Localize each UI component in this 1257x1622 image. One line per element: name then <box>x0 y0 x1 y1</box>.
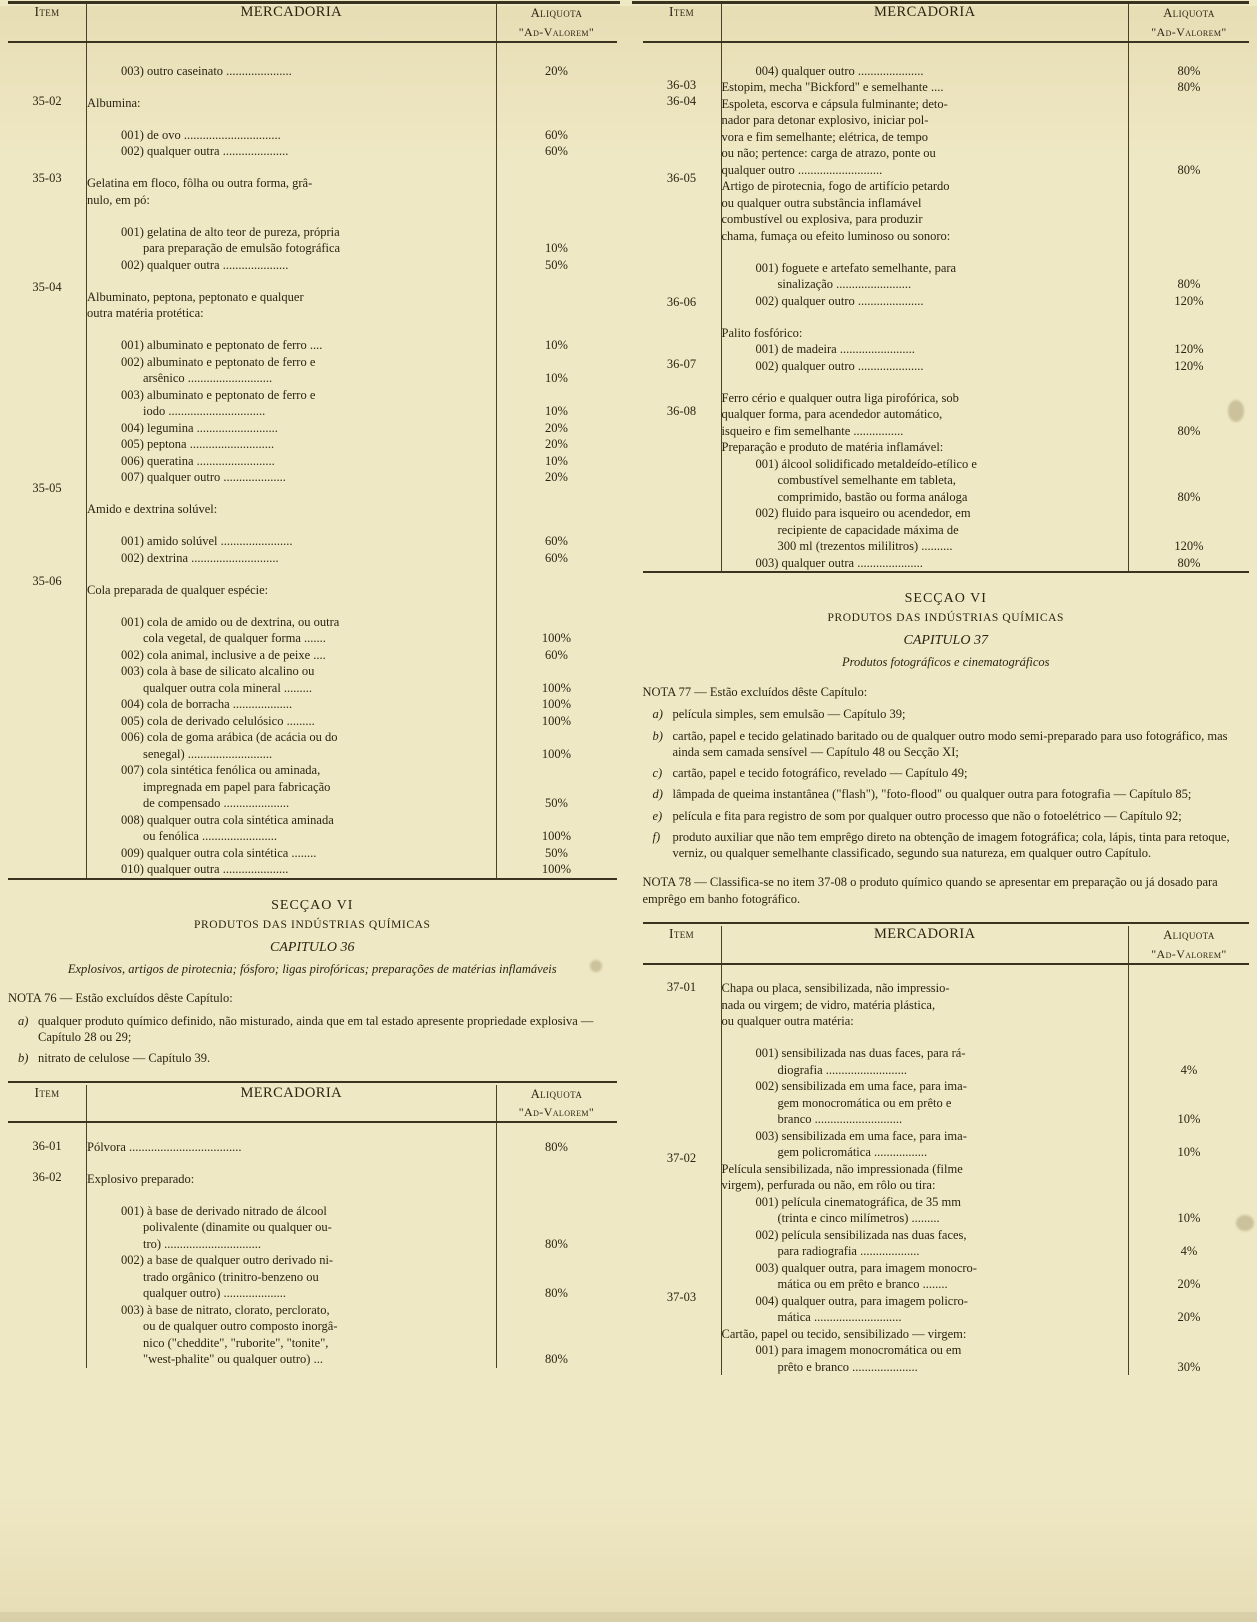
goods-line: combustível ou explosiva, para produzir <box>721 212 923 227</box>
goods-line: gem policromática ................. <box>777 1145 928 1160</box>
capitulo-title: CAPITULO 37 <box>903 633 988 649</box>
item-code: 37-03 <box>666 1290 697 1305</box>
goods-line: qualquer outro ........................... <box>721 162 883 177</box>
nota-76 <box>8 990 617 1067</box>
nota-item <box>8 1050 617 1066</box>
rate-value: 100% <box>541 697 572 712</box>
goods-line: Estopim, mecha "Bickford" e semelhante .... <box>721 80 944 95</box>
secao-subtitle: PRODUTOS DAS INDÚSTRIAS QUÍMICAS <box>827 612 1065 625</box>
table-bottom-rule-row <box>8 879 617 882</box>
goods-line: 001) álcool solidificado metaldeído-etílico e <box>755 456 977 471</box>
goods-line: Cartão, papel ou tecido, sensibilizado — virgem: <box>721 1326 967 1341</box>
rate-value: 50% <box>545 257 568 272</box>
rate-value: 120% <box>1174 293 1204 308</box>
rate-value: 10% <box>545 371 568 386</box>
rate-cell <box>1129 964 1250 1376</box>
goods-line: 007) cola sintética fenólica ou aminada, <box>121 763 321 778</box>
goods-line: Albuminato, peptona, peptonato e qualquer <box>87 289 304 304</box>
header-mercadoria: MERCADORIA <box>87 4 497 42</box>
rate-value: 120% <box>1174 539 1204 554</box>
rate-value: 10% <box>1177 1211 1201 1226</box>
header-item: Item <box>8 1085 87 1123</box>
goods-line: Artigo de pirotecnia, fogo de artifício petardo <box>721 179 950 194</box>
goods-line: 002) dextrina ............................ <box>121 550 279 565</box>
rate-value: 80% <box>1177 555 1201 570</box>
goods-line: Cola preparada de qualquer espécie: <box>87 582 269 597</box>
goods-line: Pólvora .................................... <box>87 1139 242 1154</box>
goods-line: cola vegetal, de qualquer forma ....... <box>143 631 326 646</box>
goods-line: 005) peptona ........................... <box>121 437 275 452</box>
item-codes-cell <box>643 964 722 1376</box>
goods-lines <box>87 43 496 878</box>
goods-line: mática ............................ <box>777 1310 902 1325</box>
nota-item <box>643 706 1250 722</box>
rate-value: 50% <box>545 796 568 811</box>
goods-line: combustível semelhante em tableta, <box>777 473 956 488</box>
goods-line: 001) albuminato e peptonato de ferro .... <box>121 338 323 353</box>
header-aliquota <box>496 4 617 42</box>
table-header-row <box>643 926 1250 964</box>
goods-line: 003) qualquer outra ..................... <box>755 555 923 570</box>
table-header-row <box>8 4 617 42</box>
rate-value: 20% <box>1177 1310 1201 1325</box>
rate-value: 50% <box>545 845 568 860</box>
header-aliquota <box>1129 926 1250 964</box>
item-code: 37-02 <box>666 1150 697 1165</box>
goods-line: 001) à base de derivado nitrado de álcool <box>121 1203 327 1218</box>
nota-item-text: cartão, papel e tecido gelatinado baritado ou de qualquer outro modo semi-preparado para uso fotográfico, mas ainda sem camada sensível — Capítulo 48 ou Secção XI; <box>672 728 1228 759</box>
goods-line: prêto e branco ..................... <box>777 1359 918 1374</box>
rate-lines <box>497 1123 617 1368</box>
rate-cell <box>1129 42 1250 573</box>
rate-value: 100% <box>541 680 572 695</box>
secao-title: SECÇAO VI <box>271 897 354 913</box>
goods-line: senegal) ........................... <box>143 746 273 761</box>
nota-item-marker: a) <box>18 1013 29 1028</box>
goods-line: 009) qualquer outra cola sintética ........ <box>121 845 317 860</box>
nota-item <box>643 786 1250 802</box>
header-mercadoria: MERCADORIA <box>721 4 1129 42</box>
header-aliquota-line2: "Ad-Valorem" <box>518 1105 595 1120</box>
nota-text: — Estão excluídos dêste Capítulo: <box>59 991 233 1005</box>
goods-line: 002) fluido para isqueiro ou acendedor, em <box>755 506 971 521</box>
goods-line: mática ou em prêto e branco ........ <box>777 1277 948 1292</box>
nota-label: NOTA 77 <box>642 684 692 699</box>
rate-value: 10% <box>545 338 568 353</box>
rate-value: 80% <box>1177 489 1201 504</box>
capitulo-title: CAPITULO 36 <box>270 939 355 955</box>
nota-item <box>643 728 1250 761</box>
goods-line: diografia .......................... <box>777 1062 907 1077</box>
rate-lines <box>1129 965 1249 1376</box>
rate-value: 120% <box>1174 342 1204 357</box>
header-aliquota-line1: Aliquota <box>1163 6 1215 20</box>
nota-item-list <box>8 1013 617 1067</box>
goods-cell <box>721 964 1129 1376</box>
right-column <box>629 0 1257 1622</box>
secao-title: SECÇAO VI <box>904 591 987 607</box>
nota-77 <box>643 684 1250 862</box>
item-code: 35-02 <box>32 93 62 108</box>
nota-text: — Classifica-se no item 37-08 o produto químico quando se apresentar em preparação ou já dosado para emprêgo em banho fotográfico. <box>642 875 1218 907</box>
header-mercadoria: MERCADORIA <box>87 1085 497 1123</box>
goods-line: virgem), perfurada ou não, em rôlo ou tira: <box>721 1178 936 1193</box>
nota-item-text: película simples, sem emulsão — Capítulo 39; <box>672 707 906 722</box>
goods-line: comprimido, bastão ou forma análoga <box>777 489 968 504</box>
rate-value: 30% <box>1177 1359 1201 1374</box>
rate-value: 80% <box>545 1286 568 1301</box>
item-code: 35-04 <box>32 279 62 294</box>
goods-line: isqueiro e fim semelhante ................ <box>721 423 904 438</box>
goods-line: outra matéria protética: <box>87 306 204 321</box>
rate-value: 80% <box>1177 277 1201 292</box>
rate-value: 20% <box>545 470 568 485</box>
rate-value: 120% <box>1174 358 1204 373</box>
item-code: 36-02 <box>32 1169 62 1184</box>
goods-line: qualquer outra cola mineral ......... <box>143 680 313 695</box>
goods-cell <box>721 42 1129 573</box>
goods-line: 300 ml (trezentos mililitros) .......... <box>777 539 953 554</box>
goods-line: 005) cola de derivado celulósico ......... <box>121 713 315 728</box>
goods-cell <box>87 1122 497 1368</box>
header-item: Item <box>643 926 722 964</box>
table-body-row <box>643 42 1250 573</box>
goods-line: (trinta e cinco milímetros) ......... <box>777 1211 940 1226</box>
rate-value: 80% <box>1177 80 1201 95</box>
rate-value: 10% <box>1177 1112 1201 1127</box>
nota-item-marker: a) <box>652 707 663 722</box>
capitulo-description: Produtos fotográficos e cinematográficos <box>841 655 1050 670</box>
nota-item-marker: d) <box>652 787 663 802</box>
goods-line: nico ("cheddite", "ruborite", "tonite", <box>143 1335 329 1350</box>
scan-smudge <box>590 960 602 972</box>
rate-lines <box>497 43 617 878</box>
rate-cell <box>496 1122 617 1368</box>
goods-line: sinalização ........................ <box>777 277 912 292</box>
header-aliquota-line1: Aliquota <box>1163 928 1215 943</box>
item-code: 36-06 <box>666 295 697 310</box>
nota-label: NOTA 78 <box>642 875 692 890</box>
goods-line: 004) qualquer outro ..................... <box>755 63 924 78</box>
rate-value: 60% <box>545 144 568 159</box>
goods-line: recipiente de capacidade máxima de <box>777 522 959 537</box>
goods-line: Explosivo preparado: <box>87 1171 195 1186</box>
nota-item-text: nitrato de celulose — Capítulo 39. <box>38 1051 211 1066</box>
tariff-table-37 <box>643 922 1250 1375</box>
goods-line: ou de qualquer outro composto inorgâ- <box>143 1319 338 1334</box>
goods-line: 002) qualquer outra ..................... <box>121 257 289 272</box>
header-aliquota-line1: Aliquota <box>530 1086 583 1101</box>
nota-item <box>643 808 1250 824</box>
table-bottom-rule-row <box>643 572 1250 575</box>
item-codes <box>643 43 721 420</box>
goods-line: vora e fim semelhante; elétrica, de tempo <box>721 129 929 144</box>
header-aliquota <box>496 1085 617 1123</box>
goods-line: Chapa ou placa, sensibilizada, não impressio- <box>721 981 950 996</box>
rate-value: 20% <box>545 63 568 78</box>
rate-value: 20% <box>545 420 568 435</box>
scan-smudge <box>1236 1215 1254 1231</box>
header-aliquota <box>1129 4 1250 42</box>
goods-line: 001) cola de amido ou de dextrina, ou outra <box>121 614 340 629</box>
goods-lines <box>87 1123 496 1368</box>
table-body-row <box>8 1122 617 1368</box>
item-code: 37-01 <box>666 980 697 995</box>
nota-item <box>643 829 1250 862</box>
goods-line: 010) qualquer outra ..................... <box>121 862 289 877</box>
goods-line: Amido e dextrina solúvel: <box>87 502 218 517</box>
goods-line: nador para detonar explosivo, iniciar pol- <box>721 113 929 128</box>
goods-cell <box>87 42 497 879</box>
rate-value: 100% <box>541 829 572 844</box>
rate-value: 80% <box>545 1139 568 1154</box>
item-code: 35-03 <box>32 171 62 186</box>
goods-line: 008) qualquer outra cola sintética aminada <box>121 812 334 827</box>
goods-line: 001) amido solúvel ....................... <box>121 534 293 549</box>
nota-item <box>8 1013 617 1046</box>
rate-cell <box>496 42 617 879</box>
goods-line: Palito fosfórico: <box>721 325 803 340</box>
goods-line: para radiografia ................... <box>777 1244 920 1259</box>
goods-line: Espoleta, escorva e cápsula fulminante; deto- <box>721 96 948 111</box>
goods-line: 003) albuminato e peptonato de ferro e <box>121 387 316 402</box>
item-code: 36-08 <box>666 403 697 418</box>
goods-line: 002) albuminato e peptonato de ferro e <box>121 354 316 369</box>
item-code: 36-03 <box>666 78 697 93</box>
rate-value: 60% <box>545 550 568 565</box>
table-header-row <box>8 1085 617 1123</box>
goods-line: para preparação de emulsão fotográfica <box>143 241 341 256</box>
rate-value: 10% <box>1177 1145 1201 1160</box>
goods-line: ou fenólica ........................ <box>143 829 278 844</box>
nota-item-marker: c) <box>652 766 663 781</box>
goods-line: 001) de madeira ........................ <box>755 342 915 357</box>
item-codes-cell <box>8 1122 87 1368</box>
item-code: 35-05 <box>32 481 62 496</box>
rate-value: 100% <box>541 713 572 728</box>
goods-line: branco ............................ <box>777 1112 903 1127</box>
goods-line: 006) cola de goma arábica (de acácia ou do <box>121 730 338 745</box>
goods-line: 002) qualquer outra ..................... <box>121 144 289 159</box>
tariff-table-36-left <box>8 1081 617 1368</box>
goods-line: 003) à base de nitrato, clorato, perclorato, <box>121 1302 330 1317</box>
nota-item-marker: e) <box>652 808 663 823</box>
rate-value: 10% <box>545 241 568 256</box>
rate-lines <box>1129 43 1249 572</box>
goods-line: 002) qualquer outro ..................... <box>755 293 924 308</box>
rate-value: 10% <box>545 453 568 468</box>
nota-item-marker: b) <box>652 728 663 743</box>
header-item: Item <box>643 4 722 42</box>
goods-line: Película sensibilizada, não impressionada (filme <box>721 1161 963 1176</box>
item-codes <box>643 965 721 1306</box>
rate-value: 80% <box>545 1236 568 1251</box>
nota-item-text: cartão, papel e tecido fotográfico, revelado — Capítulo 49; <box>672 766 968 781</box>
goods-line: 007) qualquer outro .................... <box>121 470 286 485</box>
nota-item-text: qualquer produto químico definido, não misturado, ainda que em tal estado apresente propriedade explosiva — Capítulo 28 ou 29; <box>38 1013 594 1045</box>
header-item: Item <box>8 4 87 42</box>
secao-vi-heading-right <box>643 591 1250 670</box>
goods-line: 001) película cinematográfica, de 35 mm <box>755 1194 961 1209</box>
header-aliquota-line2: "Ad-Valorem" <box>1151 946 1227 961</box>
header-mercadoria: MERCADORIA <box>721 926 1129 964</box>
goods-line: polivalente (dinamite ou qualquer ou- <box>143 1220 332 1235</box>
rate-value: 100% <box>541 746 572 761</box>
rate-value: 4% <box>1180 1244 1198 1259</box>
goods-line: ou não; pertence: carga de atrazo, ponte ou <box>721 146 936 161</box>
goods-line: 006) queratina ......................... <box>121 453 275 468</box>
goods-line: gem monocromática ou em prêto e <box>777 1095 952 1110</box>
item-codes-cell <box>8 42 87 879</box>
goods-line: 002) qualquer outro ..................... <box>755 358 924 373</box>
rate-value: 100% <box>541 631 572 646</box>
nota-label: NOTA 76 <box>8 991 57 1005</box>
goods-line: de compensado ..................... <box>143 796 290 811</box>
header-aliquota-line1: Aliquota <box>530 6 583 20</box>
item-code: 36-05 <box>666 171 697 186</box>
goods-line: 003) sensibilizada em uma face, para ima- <box>755 1128 967 1143</box>
goods-line: 002) película sensibilizada nas duas faces, <box>755 1227 967 1242</box>
tariff-table-36-right <box>643 4 1250 575</box>
table-body-row <box>8 42 617 879</box>
item-codes <box>8 1123 86 1185</box>
goods-line: 001) para imagem monocromática ou em <box>755 1343 962 1358</box>
rate-value: 100% <box>541 862 572 877</box>
goods-line: chama, fumaça ou efeito luminoso ou sonoro: <box>721 228 951 243</box>
goods-line: ou qualquer outra matéria: <box>721 1014 854 1029</box>
scan-smudge <box>1228 400 1244 422</box>
goods-line: 003) outro caseinato ..................... <box>121 63 292 78</box>
goods-line: arsênico ........................... <box>143 371 273 386</box>
nota-78 <box>643 874 1250 908</box>
goods-line: 002) cola animal, inclusive a de peixe .... <box>121 647 326 662</box>
rate-value: 80% <box>1177 162 1201 177</box>
goods-line: 002) a base de qualquer outro derivado ni- <box>121 1253 334 1268</box>
item-codes <box>8 43 86 590</box>
goods-line: 001) foguete e artefato semelhante, para <box>755 260 957 275</box>
nota-item-text: produto auxiliar que não tem emprêgo direto na obtenção de imagem fotográfica; cola, lápis, tinta para retoque, verniz, ou qualquer semelhante classificado, segundo sua natureza, em qualquer outro Capítulo. <box>672 829 1230 861</box>
goods-line: 001) de ovo ............................... <box>121 127 281 142</box>
goods-line: 001) sensibilizada nas duas faces, para rá- <box>755 1046 966 1061</box>
header-aliquota-line2: "Ad-Valorem" <box>1151 24 1227 39</box>
goods-line: 003) cola à base de silicato alcalino ou <box>121 664 315 679</box>
nota-item-marker: f) <box>652 829 661 844</box>
goods-line: nada ou virgem; de vidro, matéria plástica, <box>721 997 936 1012</box>
goods-line: 002) sensibilizada em uma face, para ima- <box>755 1079 967 1094</box>
goods-line: qualquer forma, para acendedor automático, <box>721 407 943 422</box>
header-aliquota-line2: "Ad-Valorem" <box>518 24 595 39</box>
nota-item-text: lâmpada de queima instantânea ("flash"), "foto-flood" ou qualquer outra para fotografia — Capítulo 85; <box>672 787 1192 802</box>
rate-value: 80% <box>545 1352 568 1367</box>
rate-value: 60% <box>545 534 568 549</box>
goods-line: Gelatina em floco, fôlha ou outra forma, grâ- <box>87 176 313 191</box>
rate-value: 80% <box>1177 423 1201 438</box>
table-body-row <box>643 964 1250 1376</box>
rate-value: 20% <box>1177 1277 1201 1292</box>
tariff-table-35 <box>8 4 617 882</box>
goods-line: 003) qualquer outra, para imagem monocro- <box>755 1260 977 1275</box>
goods-line: 004) qualquer outra, para imagem policro- <box>755 1293 968 1308</box>
goods-line: 004) cola de borracha ................... <box>121 697 293 712</box>
goods-line: 001) gelatina de alto teor de pureza, própria <box>121 224 340 239</box>
item-codes-cell <box>643 42 722 573</box>
item-code: 36-01 <box>32 1138 62 1153</box>
capitulo-description: Explosivos, artigos de pirotecnia; fósforo; ligas pirofóricas; preparações de matérias inflamáveis <box>67 961 557 976</box>
rate-value: 60% <box>545 127 568 142</box>
goods-line: Preparação e produto de matéria inflamável: <box>721 440 944 455</box>
page-bottom-shadow <box>0 1612 1257 1622</box>
secao-subtitle: PRODUTOS DAS INDÚSTRIAS QUÍMICAS <box>193 918 431 931</box>
nota-text: — Estão excluídos dêste Capítulo: <box>694 684 868 699</box>
nota-item-list <box>643 706 1250 861</box>
table-header-row <box>643 4 1250 42</box>
goods-line: iodo ............................... <box>143 404 266 419</box>
rate-value: 60% <box>545 647 568 662</box>
goods-lines <box>722 43 1129 572</box>
goods-line: tro) ............................... <box>143 1236 262 1251</box>
goods-line: trado orgânico (trinitro-benzeno ou <box>143 1269 319 1284</box>
goods-line: Ferro cério e qualquer outra liga pirofórica, sob <box>721 390 959 405</box>
goods-line: "west-phalite" ou qualquer outro) ... <box>143 1352 323 1367</box>
rate-value: 4% <box>1180 1062 1198 1077</box>
goods-line: qualquer outro) .................... <box>143 1286 287 1301</box>
goods-lines <box>722 965 1129 1376</box>
nota-item-marker: b) <box>18 1051 29 1066</box>
nota-item <box>643 765 1250 781</box>
secao-vi-heading-left <box>8 898 617 977</box>
goods-line: impregnada em papel para fabricação <box>143 779 331 794</box>
goods-line: nulo, em pó: <box>87 192 150 207</box>
item-code: 36-07 <box>666 357 697 372</box>
goods-line: Albumina: <box>87 95 141 110</box>
rate-value: 20% <box>545 437 568 452</box>
rate-value: 80% <box>1177 63 1201 78</box>
item-code: 35-06 <box>32 574 62 589</box>
rate-value: 10% <box>545 404 568 419</box>
item-code: 36-04 <box>666 93 697 108</box>
goods-line: ou qualquer outra substância inflamável <box>721 195 922 210</box>
nota-item-text: película e fita para registro de som por qualquer outro processo que não o fotoelétrico — Capítulo 92; <box>672 808 1182 823</box>
goods-line: 004) legumina .......................... <box>121 420 278 435</box>
